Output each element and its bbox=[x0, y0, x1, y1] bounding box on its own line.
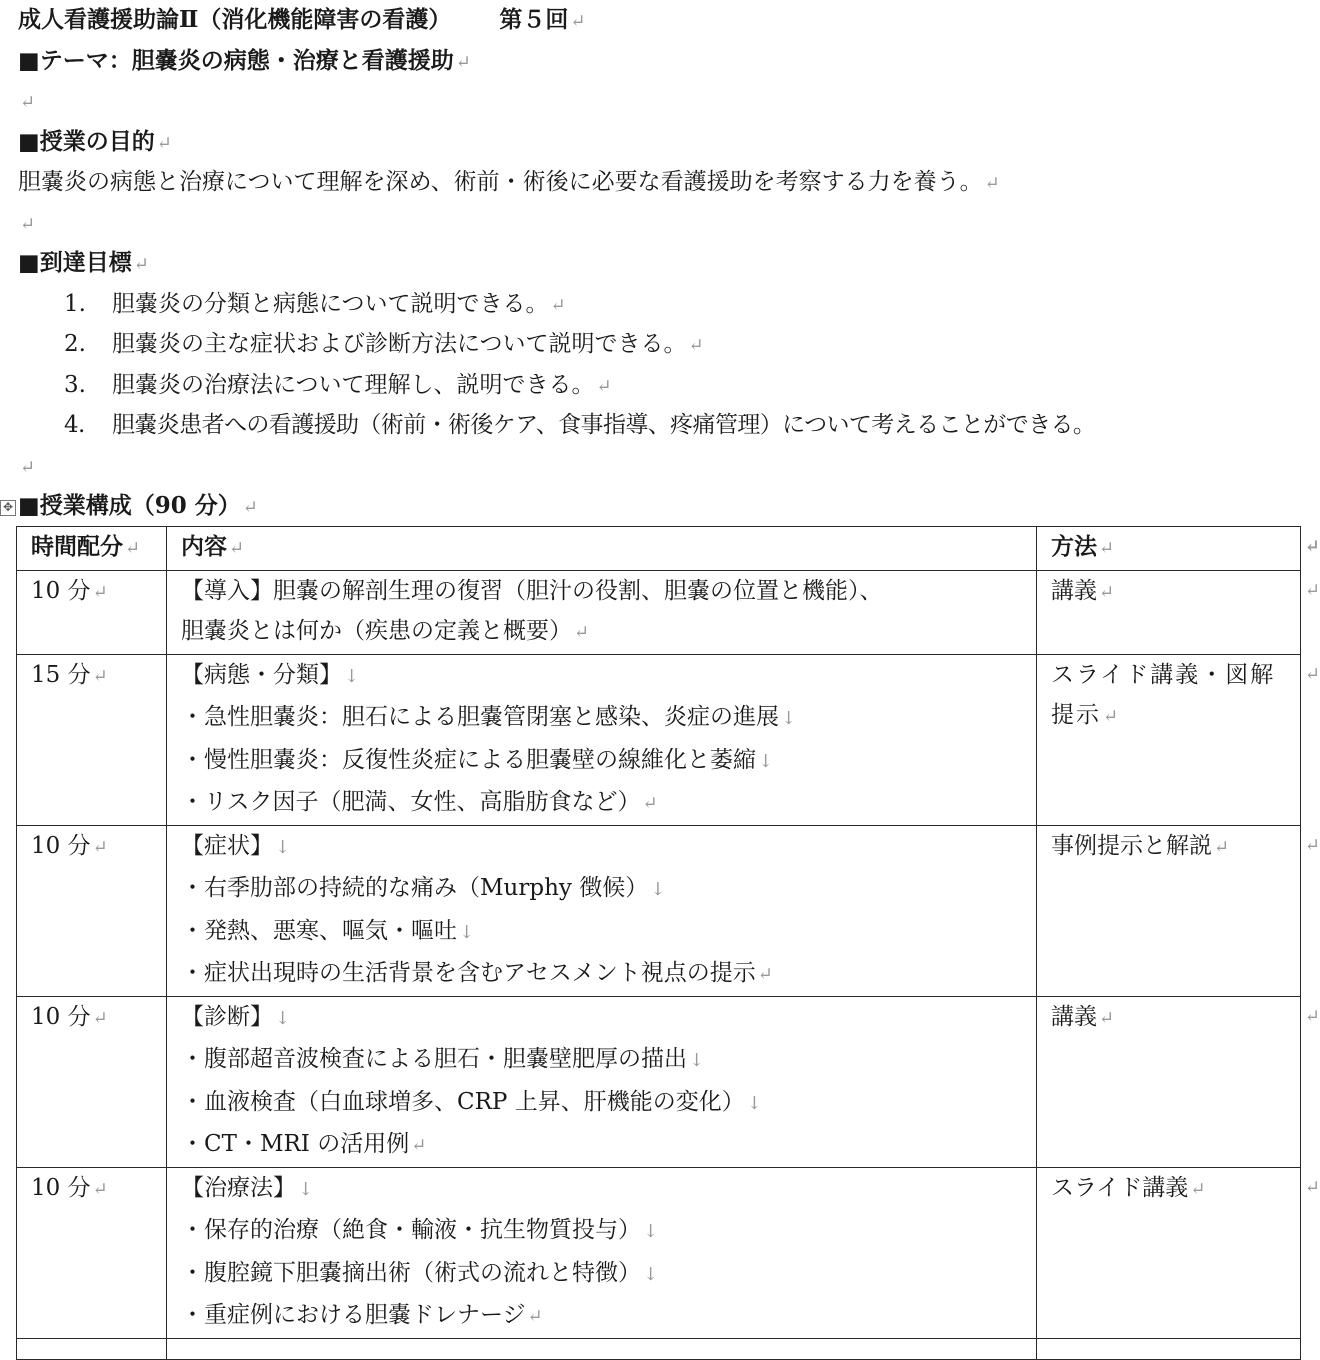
row-end-mark-icon: ↵ bbox=[1304, 1005, 1320, 1027]
lesson-plan-table bbox=[16, 526, 1320, 1360]
header-cell-time: 時間配分 ↵ bbox=[17, 527, 167, 571]
goal-text: 胆嚢炎の主な症状および診断方法について説明できる。 bbox=[112, 331, 687, 357]
content-line: 【病態・分類】 ↓ bbox=[181, 661, 360, 688]
paragraph-mark-icon: ↵ bbox=[596, 375, 612, 397]
paragraph-mark-icon: ↵ bbox=[242, 497, 258, 518]
goal-item bbox=[18, 324, 1312, 365]
content-line-end: ・重症例における胆嚢ドレナージ ↵ bbox=[181, 1302, 543, 1328]
content-line: ・急性胆嚢炎：胆石による胆嚢管閉塞と感染、炎症の進展 ↓ bbox=[181, 704, 797, 730]
line-break-mark-icon: ↓ bbox=[643, 1263, 659, 1285]
empty-line bbox=[18, 446, 1312, 487]
time-cell: 10 分 ↵ bbox=[17, 570, 167, 654]
purpose-text-line bbox=[18, 162, 1312, 203]
cell-end-mark-icon: ↵ bbox=[642, 793, 658, 814]
purpose-heading: ■授業の目的 bbox=[18, 127, 155, 155]
table-row bbox=[17, 1167, 1301, 1338]
document-title-line bbox=[18, 0, 1312, 41]
header-cell-method: 方法 ↵ ↵ bbox=[1037, 527, 1301, 571]
method-cell: 講義 ↵ ↵ bbox=[1037, 570, 1301, 654]
method-cell: スライド講義 ↵ ↵ bbox=[1037, 1167, 1301, 1338]
content-line: 【診断】 ↓ bbox=[181, 1003, 291, 1030]
line-break-mark-icon: ↓ bbox=[275, 836, 291, 858]
table-row bbox=[17, 570, 1301, 654]
structure-heading-line bbox=[18, 486, 1312, 527]
content-cell bbox=[167, 654, 1037, 825]
goal-item bbox=[18, 405, 1312, 446]
paragraph-mark-icon: ↵ bbox=[20, 213, 36, 235]
goal-number: 3. bbox=[64, 371, 86, 398]
table-row-partial bbox=[17, 1338, 1301, 1359]
theme-line bbox=[18, 41, 1312, 82]
content-line: ・右季肋部の持続的な痛み（Murphy 徴候） ↓ bbox=[181, 875, 666, 901]
content-line: ・発熱、悪寒、嘔気・嘔吐 ↓ bbox=[181, 917, 475, 944]
time-cell bbox=[17, 1338, 167, 1359]
theme-label: ■テーマ：胆嚢炎の病態・治療と看護援助 bbox=[18, 46, 454, 74]
method-cell: 事例提示と解説 ↵ ↵ bbox=[1037, 825, 1301, 996]
goal-text: 胆嚢炎患者への看護援助（術前・術後ケア、食事指導、疼痛管理）について考えることができる。 bbox=[112, 412, 1096, 438]
line-break-mark-icon: ↓ bbox=[298, 1178, 314, 1200]
cell-end-mark-icon: ↵ bbox=[92, 665, 108, 687]
cell-end-mark-icon: ↵ bbox=[1099, 1007, 1115, 1029]
content-line-end: 胆嚢炎とは何か（疾患の定義と概要） ↵ bbox=[181, 618, 590, 644]
cell-end-mark-icon: ↵ bbox=[527, 1306, 543, 1327]
row-end-mark-icon: ↵ bbox=[1304, 579, 1320, 601]
cell-end-mark-icon: ↵ bbox=[1103, 706, 1119, 727]
cell-end-mark-icon: ↵ bbox=[1214, 836, 1230, 858]
cell-end-mark-icon: ↵ bbox=[125, 538, 141, 559]
paragraph-mark-icon: ↵ bbox=[570, 11, 586, 32]
cell-end-mark-icon: ↵ bbox=[92, 1178, 108, 1200]
line-break-mark-icon: ↓ bbox=[459, 921, 475, 943]
time-cell: 10 分 ↵ bbox=[17, 825, 167, 996]
table-row bbox=[17, 825, 1301, 996]
row-end-mark-icon: ↵ bbox=[1304, 663, 1320, 685]
goals-heading: ■到達目標 bbox=[18, 249, 132, 276]
cell-end-mark-icon: ↵ bbox=[1099, 538, 1115, 559]
paragraph-mark-icon: ↵ bbox=[20, 456, 36, 478]
empty-line bbox=[18, 203, 1312, 244]
content-cell bbox=[167, 570, 1037, 654]
row-end-mark-icon: ↵ bbox=[1304, 834, 1320, 856]
goal-number: 2. bbox=[64, 331, 86, 357]
document-page bbox=[2, 0, 1320, 1328]
content-line: ・腹部超音波検査による胆石・胆嚢壁肥厚の描出 ↓ bbox=[181, 1046, 705, 1072]
document-title: 成人看護援助論Ⅱ（消化機能障害の看護） bbox=[18, 6, 452, 33]
goals-heading-line bbox=[18, 243, 1312, 284]
time-cell: 10 分 ↵ bbox=[17, 996, 167, 1167]
content-line: ・慢性胆嚢炎：反復性炎症による胆嚢壁の線維化と萎縮 ↓ bbox=[181, 746, 774, 773]
time-cell: 15 分 ↵ bbox=[17, 654, 167, 825]
row-end-mark-icon: ↵ bbox=[1304, 1176, 1320, 1198]
method-cell: スライド講義・図解提示 ↵ ↵ bbox=[1037, 654, 1301, 825]
cell-end-mark-icon: ↵ bbox=[1190, 1178, 1206, 1200]
line-break-mark-icon: ↓ bbox=[344, 665, 360, 687]
content-line: ・血液検査（白血球増多、CRP 上昇、肝機能の変化） ↓ bbox=[181, 1088, 762, 1115]
content-line-end: ・症状出現時の生活背景を含むアセスメント視点の提示 ↵ bbox=[181, 960, 773, 986]
session-number: 第５回 bbox=[499, 6, 569, 33]
content-cell bbox=[167, 825, 1037, 996]
line-break-mark-icon: ↓ bbox=[643, 1221, 659, 1242]
line-break-mark-icon: ↓ bbox=[758, 750, 774, 772]
cell-end-mark-icon: ↵ bbox=[1099, 581, 1115, 603]
table-header-row bbox=[17, 527, 1301, 571]
goal-number: 4. bbox=[64, 412, 85, 438]
goal-text: 胆嚢炎の治療法について理解し、説明できる。 bbox=[112, 371, 595, 398]
method-cell: 講義 ↵ ↵ bbox=[1037, 996, 1301, 1167]
content-cell bbox=[167, 1167, 1037, 1338]
paragraph-mark-icon: ↵ bbox=[20, 92, 36, 113]
content-line-end: ・リスク因子（肥満、女性、高脂肪食など） ↵ bbox=[181, 789, 658, 815]
empty-line bbox=[18, 81, 1312, 122]
cell-end-mark-icon: ↵ bbox=[92, 836, 108, 858]
method-cell bbox=[1037, 1338, 1301, 1359]
paragraph-mark-icon: ↵ bbox=[156, 132, 172, 154]
paragraph-mark-icon: ↵ bbox=[984, 173, 1000, 194]
cell-end-mark-icon: ↵ bbox=[574, 622, 590, 643]
paragraph-mark-icon: ↵ bbox=[455, 51, 471, 73]
content-line-end: ・CT・MRI の活用例 ↵ bbox=[181, 1131, 427, 1157]
line-break-mark-icon: ↓ bbox=[781, 708, 797, 729]
content-line: 【治療法】 ↓ bbox=[181, 1174, 314, 1201]
content-cell bbox=[167, 1338, 1037, 1359]
goal-number: 1. bbox=[64, 290, 86, 317]
table-row bbox=[17, 654, 1301, 825]
cell-end-mark-icon: ↵ bbox=[92, 581, 108, 603]
paragraph-mark-icon: ↵ bbox=[133, 254, 149, 275]
cell-end-mark-icon: ↵ bbox=[229, 538, 245, 559]
line-break-mark-icon: ↓ bbox=[275, 1007, 291, 1029]
cell-end-mark-icon: ↵ bbox=[92, 1007, 108, 1029]
line-break-mark-icon: ↓ bbox=[650, 879, 666, 900]
table-row bbox=[17, 996, 1301, 1167]
purpose-heading-line bbox=[18, 122, 1312, 163]
table-move-handle-icon[interactable]: ✥ bbox=[0, 500, 16, 516]
content-line: 【導入】胆嚢の解剖生理の復習（胆汁の役割、胆嚢の位置と機能）、 bbox=[181, 577, 883, 604]
header-cell-content: 内容 ↵ bbox=[167, 527, 1037, 571]
row-end-mark-icon: ↵ bbox=[1304, 536, 1320, 557]
content-cell bbox=[167, 996, 1037, 1167]
cell-end-mark-icon: ↵ bbox=[757, 964, 773, 985]
paragraph-mark-icon: ↵ bbox=[688, 335, 704, 356]
structure-heading: ■授業構成（90 分） bbox=[18, 492, 241, 519]
time-cell: 10 分 ↵ bbox=[17, 1167, 167, 1338]
paragraph-mark-icon: ↵ bbox=[550, 294, 566, 316]
goal-item bbox=[18, 365, 1312, 406]
cell-end-mark-icon: ↵ bbox=[411, 1135, 427, 1156]
purpose-text: 胆嚢炎の病態と治療について理解を深め、術前・術後に必要な看護援助を考察する力を養う。 bbox=[18, 169, 983, 195]
goal-text: 胆嚢炎の分類と病態について説明できる。 bbox=[112, 290, 549, 317]
content-line: ・保存的治療（絶食・輸液・抗生物質投与） ↓ bbox=[181, 1217, 659, 1243]
content-line: 【症状】 ↓ bbox=[181, 832, 291, 859]
line-break-mark-icon: ↓ bbox=[689, 1050, 705, 1071]
content-line: ・腹腔鏡下胆嚢摘出術（術式の流れと特徴） ↓ bbox=[181, 1259, 659, 1286]
line-break-mark-icon: ↓ bbox=[746, 1092, 762, 1114]
goal-item bbox=[18, 284, 1312, 325]
